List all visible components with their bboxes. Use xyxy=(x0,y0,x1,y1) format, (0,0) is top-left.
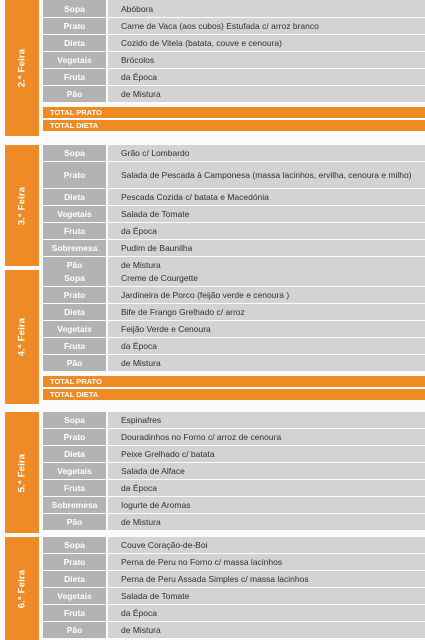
row-value: da Época xyxy=(108,480,425,496)
row-label: Vegetais xyxy=(43,52,106,68)
row-label: Dieta xyxy=(43,189,106,205)
menu-row-sopa xyxy=(43,145,425,161)
row-label: Dieta xyxy=(43,446,106,462)
row-value: Couve Coração-de-Boi xyxy=(108,537,425,553)
row-label: Vegetais xyxy=(43,206,106,222)
menu-row-vegetais xyxy=(43,463,425,479)
row-value: Espinafres xyxy=(108,412,425,428)
row-value: Carne de Vaca (aos cubos) Estufada c/ arroz branco xyxy=(108,18,425,34)
row-value: Douradinhos no Forno c/ arroz de cenoura xyxy=(108,429,425,445)
menu-row-pao xyxy=(43,622,425,638)
row-value: Perna de Peru no Forno c/ massa lacinhos xyxy=(108,554,425,570)
row-label: Pão xyxy=(43,514,106,530)
day-name: 5.ª Feira xyxy=(16,453,28,492)
day-name: 3.ª Feira xyxy=(16,186,28,225)
menu-row-dieta xyxy=(43,571,425,587)
row-label: Pão xyxy=(43,622,106,638)
row-label: Sopa xyxy=(43,145,106,161)
row-label: Dieta xyxy=(43,571,106,587)
menu-row-sopa xyxy=(43,0,425,17)
row-label: Fruta xyxy=(43,338,106,354)
row-label: Sobremesa xyxy=(43,240,106,256)
menu-row-pao xyxy=(43,86,425,102)
row-label: Prato xyxy=(43,18,106,34)
row-value: da Época xyxy=(108,338,425,354)
row-value: da Época xyxy=(108,605,425,621)
menu-row-vegetais xyxy=(43,588,425,604)
day-tab xyxy=(5,412,39,533)
row-label: Vegetais xyxy=(43,321,106,337)
menu-row-vegetais xyxy=(43,52,425,68)
row-label: Pão xyxy=(43,86,106,102)
menu-row-sopa xyxy=(43,270,425,286)
menu-row-sopa xyxy=(43,412,425,428)
menu-row-dieta xyxy=(43,35,425,51)
day-tab xyxy=(5,145,39,266)
row-value: Pudim de Baunilha xyxy=(108,240,425,256)
menu-row-prato xyxy=(43,18,425,34)
day-name: 2.ª Feira xyxy=(16,48,28,88)
menu-row-fruta xyxy=(43,480,425,496)
row-value: Bife de Frango Grelhado c/ arroz xyxy=(108,304,425,320)
menu-row-dieta xyxy=(43,189,425,205)
menu-row-prato xyxy=(43,162,425,188)
menu-row-pao xyxy=(43,355,425,371)
row-value: Feijão Verde e Cenoura xyxy=(108,321,425,337)
menu-row-prato xyxy=(43,429,425,445)
row-value: Peixe Grelhado c/ batata xyxy=(108,446,425,462)
row-value: Salada de Tomate xyxy=(108,588,425,604)
row-label: Pão xyxy=(43,355,106,371)
row-label: Prato xyxy=(43,287,106,303)
menu-row-fruta xyxy=(43,338,425,354)
row-value: da Época xyxy=(108,69,425,85)
row-value: Salada de Pescada à Camponesa (massa lacinhos, ervilha, cenoura e milho) xyxy=(108,162,425,188)
row-value: de Mistura xyxy=(108,622,425,638)
day-tab xyxy=(5,270,39,404)
menu-row-prato xyxy=(43,554,425,570)
total-prato-bar: TOTAL PRATO xyxy=(43,107,425,118)
menu-row-vegetais xyxy=(43,321,425,337)
day-tab xyxy=(5,537,39,640)
row-label: Dieta xyxy=(43,35,106,51)
menu-row-dieta xyxy=(43,446,425,462)
total-dieta-bar: TOTAL DIETA xyxy=(43,389,425,400)
row-value: Pescada Cozida c/ batata e Macedónia xyxy=(108,189,425,205)
row-label: Vegetais xyxy=(43,588,106,604)
menu-row-pao xyxy=(43,514,425,530)
menu-row-sobremesa xyxy=(43,497,425,513)
row-value: Salada de Tomate xyxy=(108,206,425,222)
menu-row-prato xyxy=(43,287,425,303)
row-label: Sobremesa xyxy=(43,497,106,513)
row-value: de Mistura xyxy=(108,257,425,273)
menu-rows xyxy=(43,145,425,274)
row-value: Iogurte de Aromas xyxy=(108,497,425,513)
row-value: Salada de Alface xyxy=(108,463,425,479)
row-label: Sopa xyxy=(43,0,106,17)
row-value: Abóbora xyxy=(108,0,425,17)
menu-row-dieta xyxy=(43,304,425,320)
row-value: Cozido de Vitela (batata, couve e cenoura) xyxy=(108,35,425,51)
day-name: 6.ª Feira xyxy=(16,569,28,608)
day-tab xyxy=(5,0,39,136)
menu-rows xyxy=(43,537,425,639)
row-value: da Época xyxy=(108,223,425,239)
row-value: Grão c/ Lombardo xyxy=(108,145,425,161)
row-value: Jardineira de Porco (feijão verde e cenoura ) xyxy=(108,287,425,303)
row-label: Prato xyxy=(43,429,106,445)
row-value: Creme de Courgette xyxy=(108,270,425,286)
row-value: Perna de Peru Assada Simples c/ massa lacinhos xyxy=(108,571,425,587)
row-label: Fruta xyxy=(43,605,106,621)
row-label: Fruta xyxy=(43,480,106,496)
row-label: Prato xyxy=(43,162,106,188)
day-name: 4.ª Feira xyxy=(16,317,28,357)
menu-rows xyxy=(43,0,425,133)
menu-row-sopa xyxy=(43,537,425,553)
row-label: Fruta xyxy=(43,69,106,85)
menu-row-fruta xyxy=(43,69,425,85)
row-label: Prato xyxy=(43,554,106,570)
row-label: Pão xyxy=(43,257,106,273)
total-dieta-bar: TOTAL DIETA xyxy=(43,120,425,131)
row-value: de Mistura xyxy=(108,355,425,371)
menu-row-vegetais xyxy=(43,206,425,222)
row-label: Sopa xyxy=(43,270,106,286)
row-label: Sopa xyxy=(43,412,106,428)
row-label: Fruta xyxy=(43,223,106,239)
row-label: Vegetais xyxy=(43,463,106,479)
menu-row-fruta xyxy=(43,605,425,621)
total-prato-bar: TOTAL PRATO xyxy=(43,376,425,387)
row-label: Dieta xyxy=(43,304,106,320)
menu-rows xyxy=(43,412,425,531)
menu-row-fruta xyxy=(43,223,425,239)
row-value: Brócolos xyxy=(108,52,425,68)
row-value: de Mistura xyxy=(108,86,425,102)
row-label: Sopa xyxy=(43,537,106,553)
row-value: de Mistura xyxy=(108,514,425,530)
menu-rows xyxy=(43,270,425,402)
menu-row-sobremesa xyxy=(43,240,425,256)
